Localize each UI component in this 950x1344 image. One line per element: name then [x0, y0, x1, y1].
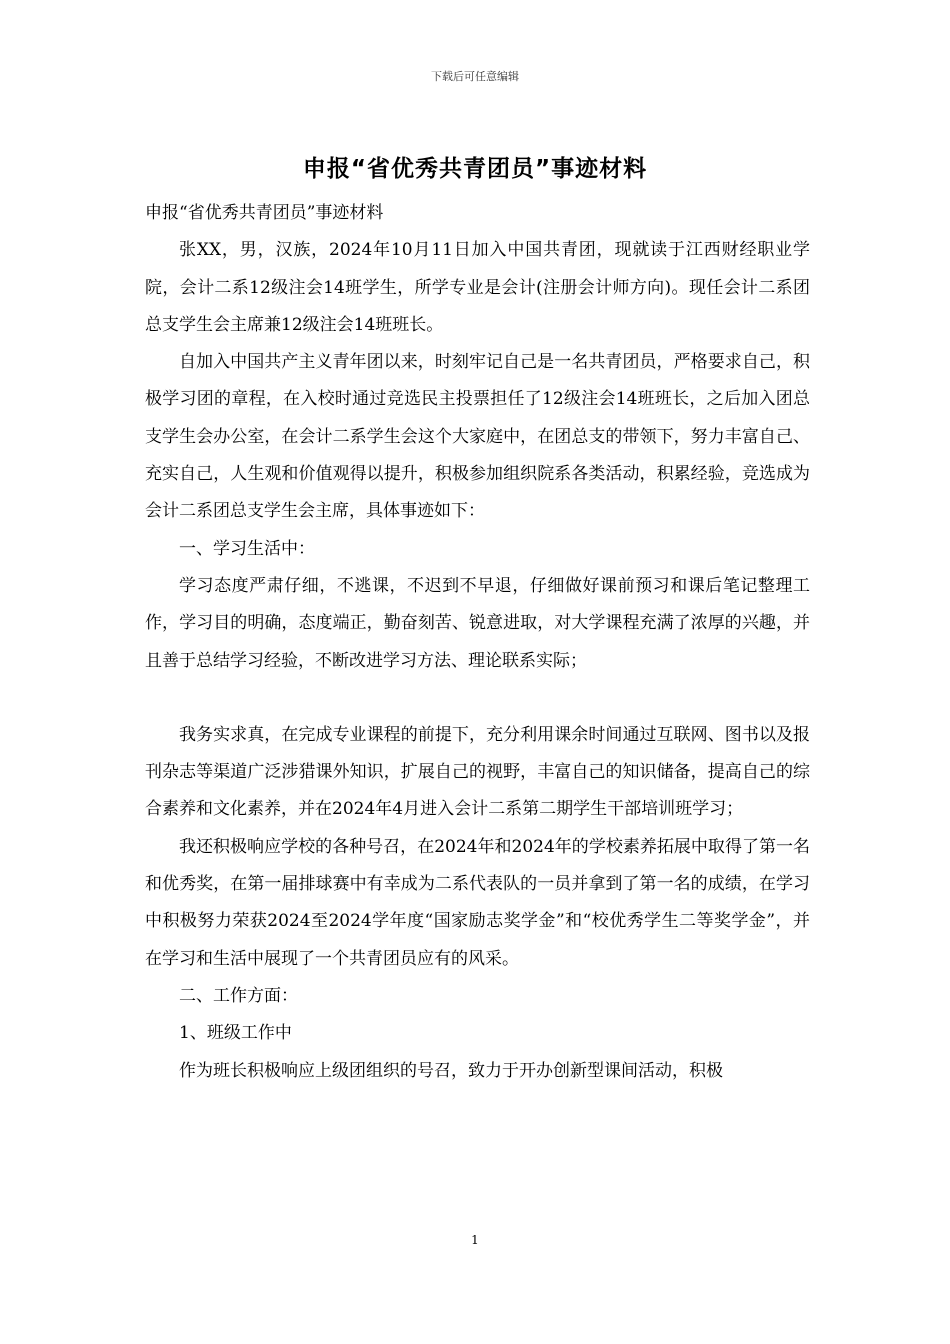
class-work-paragraph: 作为班长积极响应上级团组织的号召，致力于开办创新型课间活动，积极: [179, 1060, 723, 1081]
knowledge-paragraph: 我务实求真，在完成专业课程的前提下，充分利用课余时间通过互联网、图书以及报刊杂志等渠道广泛涉猎课外知识，扩展自己的视野，丰富自己的知识储备，提高自己的综合素养和文化素养，并在2024年4月进入会计二系第二期学生干部培训班学习；: [145, 724, 810, 820]
summary-paragraph: 自加入中国共产主义青年团以来，时刻牢记自己是一名共青团员，严格要求自己，积极学习团的章程，在入校时通过竞选民主投票担任了12级注会14班班长，之后加入团总支学生会办公室，在会计二系学生会这个大家庭中，在团总支的带领下，努力丰富自己、充实自己，人生观和价值观得以提升，积极参加组织院系各类活动，积累经验，竞选成为会计二系团总支学生会主席，具体事迹如下：: [145, 352, 810, 522]
subtitle-paragraph: 申报“省优秀共青团员”事迹材料: [145, 203, 384, 223]
document-title: 申报“省优秀共青团员”事迹材料: [302, 156, 648, 182]
header-note: 下载后可任意编辑: [431, 70, 519, 83]
section-heading-work: 二、工作方面：: [179, 985, 298, 1006]
intro-paragraph: 张XX，男，汉族，2024年10月11日加入中国共青团，现就读于江西财经职业学院，会计二系12级注会14班学生，所学专业是会计(注册会计师方向)。现任会计二系团总支学生会主席兼12级注会14班班长。: [145, 240, 810, 335]
achievements-paragraph: 我还积极响应学校的各种号召，在2024年和2024年的学校素养拓展中取得了第一名和优秀奖，在第一届排球赛中有幸成为二系代表队的一员并拿到了第一名的成绩，在学习中积极努力荣获2024至2024学年度“国家励志奖学金”和“校优秀学生二等奖学金”，并在学习和生活中展现了一个共青团员应有的风采。: [145, 836, 810, 969]
study-attitude-paragraph: 学习态度严肃仔细，不逃课，不迟到不早退，仔细做好课前预习和课后笔记整理工作，学习目的明确，态度端正，勤奋刻苦、锐意进取，对大学课程充满了浓厚的兴趣，并且善于总结学习经验，不断改进学习方法、理论联系实际；: [145, 575, 810, 671]
section-heading-study: 一、学习生活中：: [179, 538, 315, 559]
document-body: [145, 195, 810, 1090]
subsection-heading-class-work: 1、班级工作中: [179, 1023, 292, 1044]
page-number: 1: [471, 1233, 479, 1247]
